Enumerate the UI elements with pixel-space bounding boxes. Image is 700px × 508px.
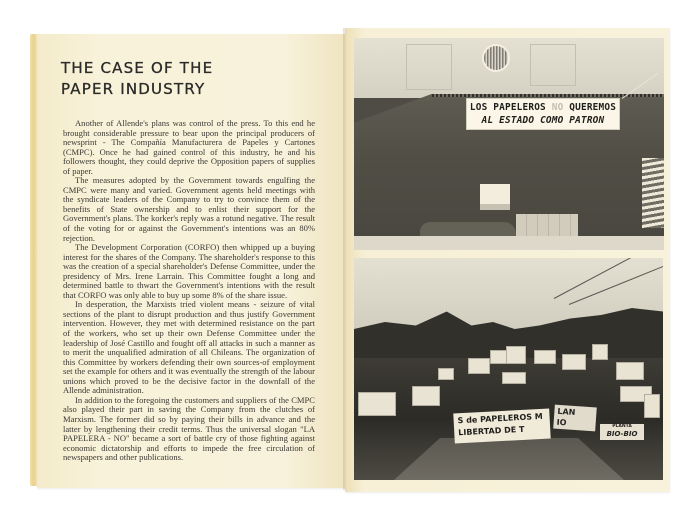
round-vent-icon	[482, 44, 510, 72]
window-sill	[480, 204, 510, 210]
front-wall	[354, 236, 664, 250]
roof-edge	[432, 94, 664, 97]
protest-sign	[644, 394, 660, 418]
protest-sign	[592, 344, 608, 360]
title-line-2: PAPER INDUSTRY	[61, 80, 206, 98]
article-title	[61, 58, 311, 100]
protest-sign	[358, 392, 396, 416]
photo-factory-banner	[354, 38, 664, 250]
protest-sign	[616, 362, 644, 380]
tree-branches	[642, 158, 664, 228]
window	[480, 184, 510, 204]
paragraph: The Development Corporation (CORFO) then whipped up a buying interest for the shares of the Company. The shareholder's response to this was the creation of a special shareholder's Defense Committee, under the presidency of Mrs. Irene Larrain. This Committee fought a long and determined battle to thwart the Government's intentions with the result that CORFO was only able to buy up some 8% of the share issue.	[63, 242, 315, 300]
wall-panel	[530, 44, 576, 86]
march-banner-secondary: LAN IO	[553, 405, 597, 432]
photo-street-march	[354, 258, 663, 480]
title-line-1: THE CASE OF THE	[61, 59, 214, 77]
protest-sign	[562, 354, 586, 370]
wall-panel	[406, 44, 452, 90]
banner-line-2: AL ESTADO COMO PATRON	[481, 115, 605, 126]
protest-sign	[412, 386, 440, 406]
paragraph: In addition to the foregoing the customers and suppliers of the CMPC also played their part in saving the Company from the clutches of Marxism. The former did so by paying their bills in advance and the latter by lengthening their credit terms. Thus the universal slogan "LA PAPELERA - NO" became a sort of battle cry of those fighting against economic dictatorship and efforts to impede the free circulation of newspapers and other publications.	[63, 394, 315, 463]
paragraph: In desperation, the Marxists tried violent means - seizure of vital sections of the plant to disrupt production and thus justify Government intervention. However, they met with determined resistance on the part of the workers, who set up their own Defense Committee under the leadership of José Castillo and fought off all attacks in such a manner as to merit the unqualified admiration of all Chileans. The organization of this Committee by workers defending their own sources-of employment set the example for others and it was eventually the strength of the labour unions which proved to be the decisive factor in the downfall of the Allende administration.	[63, 299, 315, 396]
protest-sign	[502, 372, 526, 384]
planta-bio-bio-sign: PLANTA BIO-BIO	[600, 424, 644, 440]
protest-sign	[468, 358, 490, 374]
protest-sign	[506, 346, 526, 364]
march-banner: S de PAPELEROS M LIBERTAD DE T	[453, 409, 550, 444]
paragraph: The measures adopted by the Government towards engulfing the CMPC were many and varied. Government agents held meetings with the syndicate leaders of the Company to try to convince them of the benefits of State ownership and to enlist their support for the Government's plans. The korker's reply was a rotund negative. The result of the voting for or against the Government's intentions was an 80% rejection.	[63, 175, 315, 243]
paragraph: Another of Allende's plans was control of the press. To this end he brought considerable pressure to bear upon the principal producers of newsprint - The Compañía Manufacturera de Papeles y Cartones (CMPC). Once he had gained control of this industry, he and his followers thought, they could deprive the Opposition papers of supplies of paper.	[63, 118, 315, 176]
spine-gutter	[343, 28, 347, 490]
banner-line-1: LOS PAPELEROS NO QUEREMOS	[469, 102, 617, 113]
protest-sign	[438, 368, 454, 380]
building-upper-wall	[354, 38, 664, 98]
protest-sign	[534, 350, 556, 364]
protest-banner	[466, 98, 620, 130]
article-body	[63, 119, 315, 463]
